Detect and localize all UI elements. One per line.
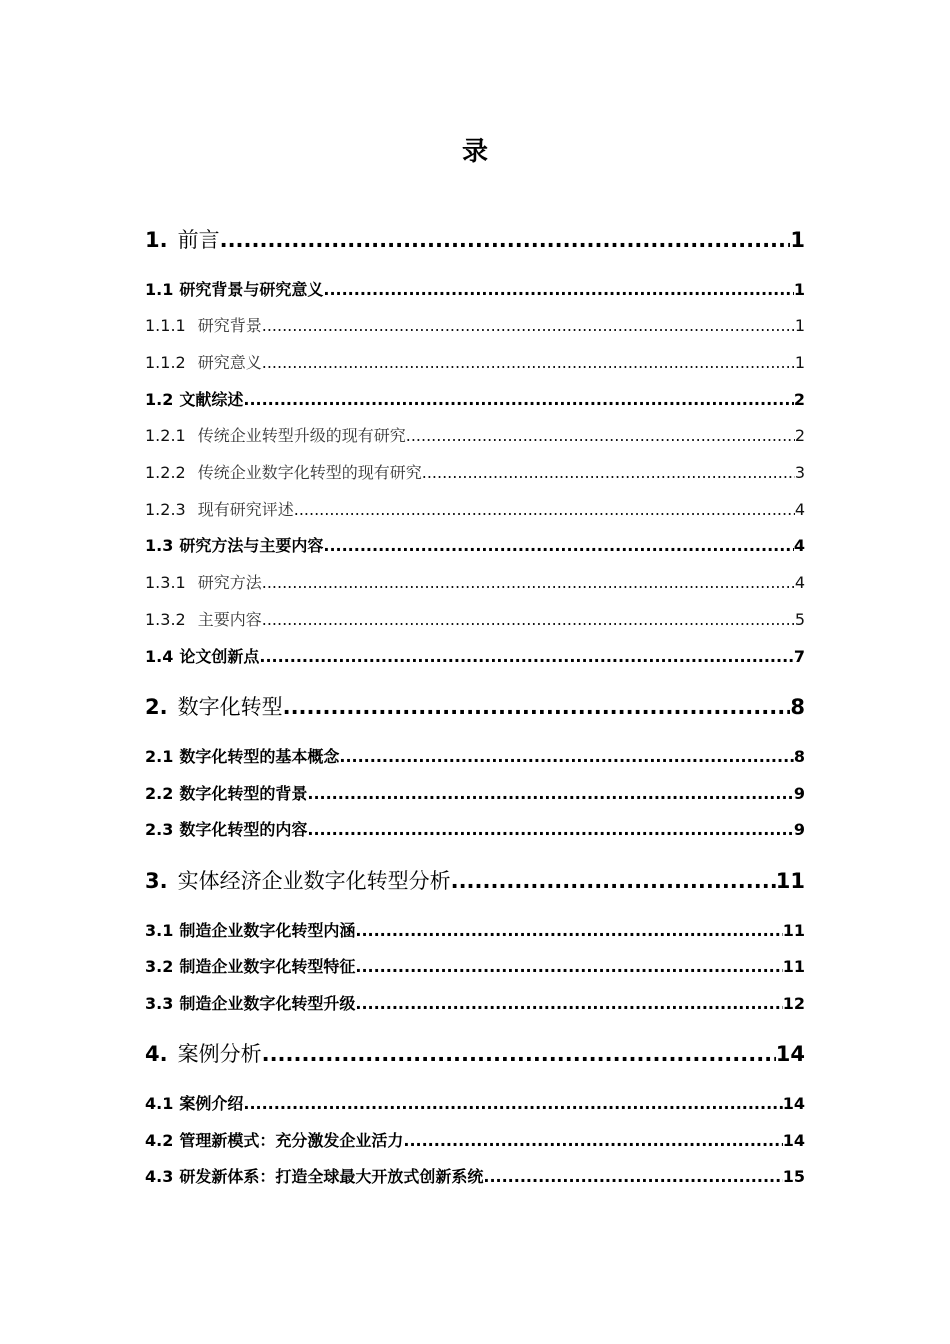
- page-number: 14: [782, 1131, 805, 1150]
- section-number: 1.3.2: [145, 610, 186, 629]
- section-number: 4.1: [145, 1094, 174, 1113]
- section-title: 研究方法与主要内容: [179, 536, 324, 555]
- dot-leader: [243, 388, 794, 412]
- section-number: 3.1: [145, 921, 174, 940]
- page-number: 11: [775, 869, 805, 893]
- dot-leader: [323, 534, 794, 558]
- section-number: 1.2.3: [145, 500, 186, 519]
- section-title: 案例分析: [177, 1042, 262, 1066]
- section-number: 2.3: [145, 820, 174, 839]
- toc-entry-label: [145, 388, 243, 412]
- section-title: 案例介绍: [179, 1094, 244, 1113]
- dot-leader: [323, 278, 794, 302]
- toc-entry-label: [145, 992, 355, 1016]
- toc-entry-level-2[interactable]: [145, 278, 805, 302]
- page-number: 1: [793, 280, 805, 299]
- section-number: 1.2.1: [145, 426, 186, 445]
- section-number: 3.: [145, 869, 168, 893]
- section-title: 研究背景与研究意义: [179, 280, 324, 299]
- page-number: 2: [794, 426, 805, 445]
- toc-entry-level-2[interactable]: [145, 919, 805, 943]
- dot-leader: [339, 745, 794, 769]
- toc-entry-label: [145, 782, 307, 806]
- section-title: 实体经济企业数字化转型分析: [177, 869, 451, 893]
- toc-entry-level-3[interactable]: [145, 314, 805, 338]
- toc-title: 录: [461, 137, 488, 167]
- section-title: 传统企业转型升级的现有研究: [197, 426, 406, 445]
- toc-entry-level-3[interactable]: [145, 351, 805, 375]
- page-number: 8: [793, 747, 805, 766]
- dot-leader: [259, 645, 794, 669]
- section-title: 研究背景: [197, 316, 262, 335]
- page-number: 2: [793, 390, 805, 409]
- dot-leader: [483, 1165, 782, 1189]
- dot-leader: [283, 692, 791, 722]
- toc-entry-level-2[interactable]: [145, 645, 805, 669]
- section-title: 数字化转型的基本概念: [179, 747, 340, 766]
- page-number: 12: [782, 994, 805, 1013]
- toc-entry-level-2[interactable]: [145, 1165, 805, 1189]
- toc-entry-label: [145, 608, 262, 632]
- dot-leader: [220, 225, 791, 255]
- toc-entry-level-2[interactable]: [145, 992, 805, 1016]
- section-number: 1.3.1: [145, 573, 186, 592]
- toc-entry-level-2[interactable]: [145, 1092, 805, 1116]
- toc-entry-level-3[interactable]: [145, 424, 805, 448]
- section-title: 制造企业数字化转型升级: [179, 994, 356, 1013]
- section-number: 1.4: [145, 647, 174, 666]
- page-number: 4: [794, 500, 805, 519]
- page-number: 14: [775, 1042, 805, 1066]
- section-number: 3.2: [145, 957, 174, 976]
- toc-entry-level-2[interactable]: [145, 745, 805, 769]
- dot-leader: [262, 571, 795, 595]
- dot-leader: [355, 919, 782, 943]
- toc-entry-label: [145, 1039, 262, 1069]
- section-number: 1.1.1: [145, 316, 186, 335]
- section-title: 研发新体系：打造全球最大开放式创新系统: [179, 1167, 484, 1186]
- toc-entry-level-1[interactable]: [145, 1039, 805, 1069]
- toc-entry-label: [145, 818, 307, 842]
- toc-entry-label: [145, 278, 323, 302]
- section-number: 2.: [145, 695, 168, 719]
- toc-entry-label: [145, 571, 262, 595]
- toc-entry-label: [145, 461, 422, 485]
- section-title: 文献综述: [179, 390, 244, 409]
- toc-entry-label: [145, 225, 220, 255]
- toc-entry-level-3[interactable]: [145, 461, 805, 485]
- section-number: 4.3: [145, 1167, 174, 1186]
- page-number: 1: [794, 316, 805, 335]
- section-title: 论文创新点: [179, 647, 260, 666]
- page-number: 7: [793, 647, 805, 666]
- toc-entry-level-3[interactable]: [145, 608, 805, 632]
- section-title: 研究方法: [197, 573, 262, 592]
- toc-entry-level-1[interactable]: [145, 225, 805, 255]
- section-number: 4.: [145, 1042, 168, 1066]
- page-number: 4: [794, 573, 805, 592]
- section-number: 1.1: [145, 280, 174, 299]
- toc-entry-level-1[interactable]: [145, 866, 805, 896]
- toc-entry-level-2[interactable]: [145, 818, 805, 842]
- section-title: 现有研究评述: [197, 500, 294, 519]
- toc-entry-label: [145, 424, 406, 448]
- toc-entry-level-2[interactable]: [145, 534, 805, 558]
- page-number: 5: [794, 610, 805, 629]
- toc-entry-label: [145, 692, 283, 722]
- toc-entry-label: [145, 1165, 483, 1189]
- page-number: 15: [782, 1167, 805, 1186]
- section-title: 数字化转型的内容: [179, 820, 308, 839]
- section-number: 1.1.2: [145, 353, 186, 372]
- section-number: 2.1: [145, 747, 174, 766]
- toc-entry-level-1[interactable]: [145, 692, 805, 722]
- section-title: 管理新模式：充分激发企业活力: [179, 1131, 404, 1150]
- section-number: 3.3: [145, 994, 174, 1013]
- dot-leader: [422, 461, 795, 485]
- toc-entry-level-3[interactable]: [145, 498, 805, 522]
- toc-entry-label: [145, 1129, 403, 1153]
- section-number: 1.2: [145, 390, 174, 409]
- section-title: 研究意义: [197, 353, 262, 372]
- page-number: 11: [782, 957, 805, 976]
- dot-leader: [243, 1092, 782, 1116]
- dot-leader: [294, 498, 795, 522]
- dot-leader: [262, 1039, 776, 1069]
- page-number: 1: [790, 228, 805, 252]
- page-number: 9: [793, 820, 805, 839]
- section-title: 主要内容: [197, 610, 262, 629]
- toc-entry-level-3[interactable]: [145, 571, 805, 595]
- toc-entry-level-2[interactable]: [145, 388, 805, 412]
- toc-entry-label: [145, 955, 355, 979]
- toc-entry-label: [145, 1092, 243, 1116]
- dot-leader: [355, 955, 782, 979]
- toc-entry-label: [145, 534, 323, 558]
- dot-leader: [403, 1129, 782, 1153]
- toc-entry-label: [145, 351, 262, 375]
- dot-leader: [451, 866, 776, 896]
- toc-entry-label: [145, 866, 451, 896]
- dot-leader: [307, 782, 794, 806]
- page-number: 9: [793, 784, 805, 803]
- dot-leader: [262, 351, 795, 375]
- toc-entry-level-2[interactable]: [145, 955, 805, 979]
- section-title: 数字化转型: [177, 695, 283, 719]
- toc-entry-label: [145, 745, 339, 769]
- section-number: 1.2.2: [145, 463, 186, 482]
- dot-leader: [406, 424, 795, 448]
- page-number: 1: [794, 353, 805, 372]
- page-number: 4: [793, 536, 805, 555]
- toc-entry-level-2[interactable]: [145, 1129, 805, 1153]
- dot-leader: [262, 314, 795, 338]
- section-number: 4.2: [145, 1131, 174, 1150]
- toc-entry-label: [145, 645, 259, 669]
- section-title: 制造企业数字化转型内涵: [179, 921, 356, 940]
- toc-entry-label: [145, 498, 294, 522]
- section-number: 2.2: [145, 784, 174, 803]
- toc-entry-label: [145, 314, 262, 338]
- section-title: 前言: [177, 228, 220, 252]
- section-title: 制造企业数字化转型特征: [179, 957, 356, 976]
- page-number: 3: [794, 463, 805, 482]
- dot-leader: [262, 608, 795, 632]
- section-number: 1.3: [145, 536, 174, 555]
- page-number: 8: [790, 695, 805, 719]
- dot-leader: [307, 818, 794, 842]
- page-number: 11: [782, 921, 805, 940]
- toc-entry-level-2[interactable]: [145, 782, 805, 806]
- dot-leader: [355, 992, 782, 1016]
- section-number: 1.: [145, 228, 168, 252]
- page-number: 14: [782, 1094, 805, 1113]
- toc-entry-label: [145, 919, 355, 943]
- section-title: 数字化转型的背景: [179, 784, 308, 803]
- section-title: 传统企业数字化转型的现有研究: [197, 463, 422, 482]
